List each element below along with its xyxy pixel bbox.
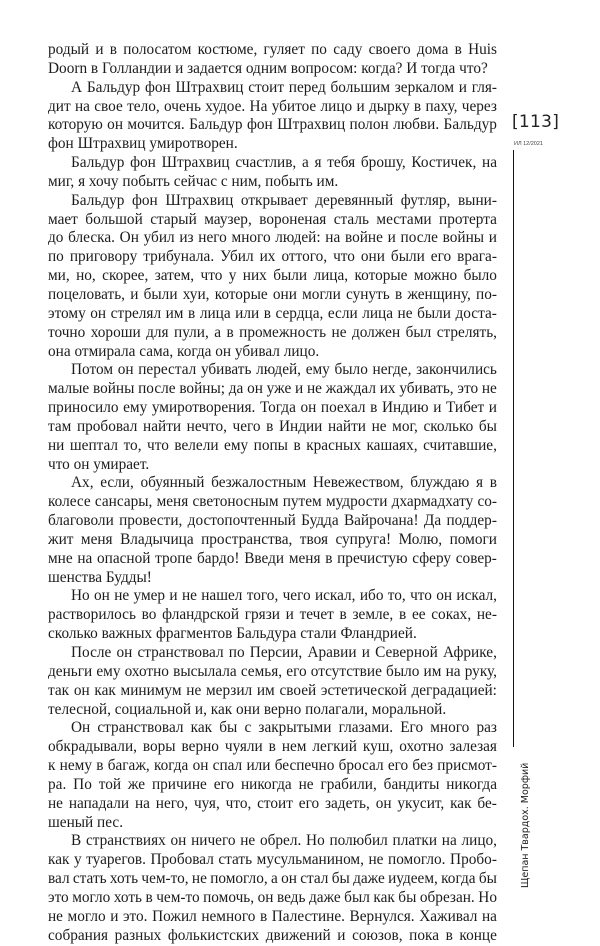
text-line: приносило ему умиротворения. Тогда он поехал в Индию и Тибет и [48,399,497,417]
text-line: по приговору трибунала. Убил их оттого, что они были его врага- [48,248,497,266]
text-line: мне на опасной тропе бардо! Введи меня в пречистую сферу совер- [48,549,497,567]
text-line: шеный пес. [48,813,124,831]
text-line: родый и в полосатом костюме, гуляет по саду своего дома в Huis [48,41,497,58]
text-line: она отмирала сама, когда он убивал лицо. [48,342,320,360]
text-line: вал стать хоть чем-то, не помогло, а он стал бы даже иудеем, когда бы [48,870,497,888]
text-line: колесе сансары, меня светоносным путем мудрости дхармадхату со- [48,493,497,511]
paragraph [48,41,497,79]
text-line: что он умирает. [48,455,150,473]
text-line: После он странствовал по Персии, Аравии и Северной Африке, [71,644,497,661]
text-line: мает большой старый маузер, вороненая сталь местами протерта [48,210,497,228]
text-line: растворилось во фландрской грязи и течет в земле, в ее соках, не- [48,606,497,624]
text-line: деньги ему охотно высылала семья, его отсутствие было им на руку, [48,662,497,680]
text-line: малые войны после войны; да он уже и не жаждал их убивать, это не [48,380,497,398]
text-line: Бальдур фон Штрахвиц открывает деревянный футляр, выни- [71,191,497,209]
margin-rule [513,150,514,747]
page-number: [113] [512,112,560,132]
body-text [48,41,497,946]
text-line: сколько важных фрагментов Бальдура стали Фландрией. [48,625,417,643]
text-line: поцеловать, и были хуи, которые они могли сунуть в женщину, по- [48,285,497,303]
text-line: миг, я хочу побыть сейчас с ним, побыть им. [48,172,339,190]
text-line: там пробовал найти нечто, чего в Индии найти не мог, сколько бы [48,417,497,435]
text-line: Потом он перестал убивать людей, ему было негде, закончились [71,361,497,379]
text-line: так он как минимум не мерзил им своей эстетической деградацией: [48,681,497,699]
issue-label: ИЛ 12/2021 [514,141,543,147]
text-line: к нему в багаж, когда он спал или беспечно бросал его без присмот- [48,757,497,775]
text-line: Бальдур фон Штрахвиц счастлив, а я тебя брошу, Костичек, на [71,154,497,172]
paragraph [48,154,497,192]
text-line: как у туарегов. Пробовал стать мусульманином, не помогло. Пробо- [48,851,497,869]
text-line: не могло и это. Пожил немного в Палестине. Вернулся. Хаживал на [48,907,497,925]
text-line: Но он не умер и не нашел того, чего искал, ибо то, что он искал, [71,587,497,605]
paragraph [48,361,497,474]
text-line: обкрадывали, воры верно чуяли в нем легкий куш, охотно залезая [48,738,497,756]
text-line: не нападали на него, чуя, что, стоит его задеть, он укусит, как бе- [48,794,497,812]
paragraph [48,644,497,719]
text-line: А Бальдур фон Штрахвиц стоит перед большим зеркалом и гля- [71,78,497,96]
text-line: дит на свое тело, очень худое. На убитое лицо и дырку в паху, через [48,97,497,115]
text-line: ни шептал то, что велели ему попы в красных кашаях, считавшие, [48,436,497,454]
text-line: фон Штрахвиц умиротворен. [48,135,238,153]
text-line: ми, но, скорее, затем, что у них были лица, которые можно было [48,267,497,285]
text-line: собрания разных фолькистских движений и союзов, пока в конце [48,926,497,944]
text-line: ра. По той же причине его никогда не грабили, бандиты никогда [48,775,497,793]
text-line: это могло хоть в чем-то помочь, он ведь даже был как бы обрезан. Но [48,888,497,906]
text-line: жит меня Владычица пространства, твоя супруга! Молю, помоги [48,530,497,548]
text-line: шенства Будды! [48,568,152,586]
text-line: этому он стрелял им в лица или в сердца, если лица не были доста- [48,304,497,322]
text-line: до блеска. Он убил из него много людей: на войне и после войны и [48,229,497,247]
text-line: Doorn в Голландии и задается одним вопросом: когда? И тогда что? [48,59,488,77]
text-line: благоволи провести, достопочтенный Будда Вайрочана! Да поддер- [48,512,497,530]
paragraph [48,79,497,154]
paragraph [48,192,497,362]
text-line: Он странствовал как бы с закрытыми глазами. Его много раз [71,719,497,737]
text-line: В странствиях он ничего не обрел. Но полюбил платки на лицо, [71,832,497,850]
text-line: которую он мочится. Бальдур фон Штрахвиц полон любви. Бальдур [48,116,497,134]
paragraph [48,587,497,644]
paragraph [48,832,497,945]
text-line: точно хороши для пули, а в промежность не должен был стрелять, [48,323,497,341]
running-title: Щепан Твардох. Морфий [520,762,531,888]
paragraph [48,474,497,587]
text-line: Ах, если, обуянный безжалостным Невежеством, блуждаю я в [71,474,497,492]
text-line: телесной, социальной и, как они верно полагали, моральной. [48,700,447,718]
paragraph [48,719,497,832]
